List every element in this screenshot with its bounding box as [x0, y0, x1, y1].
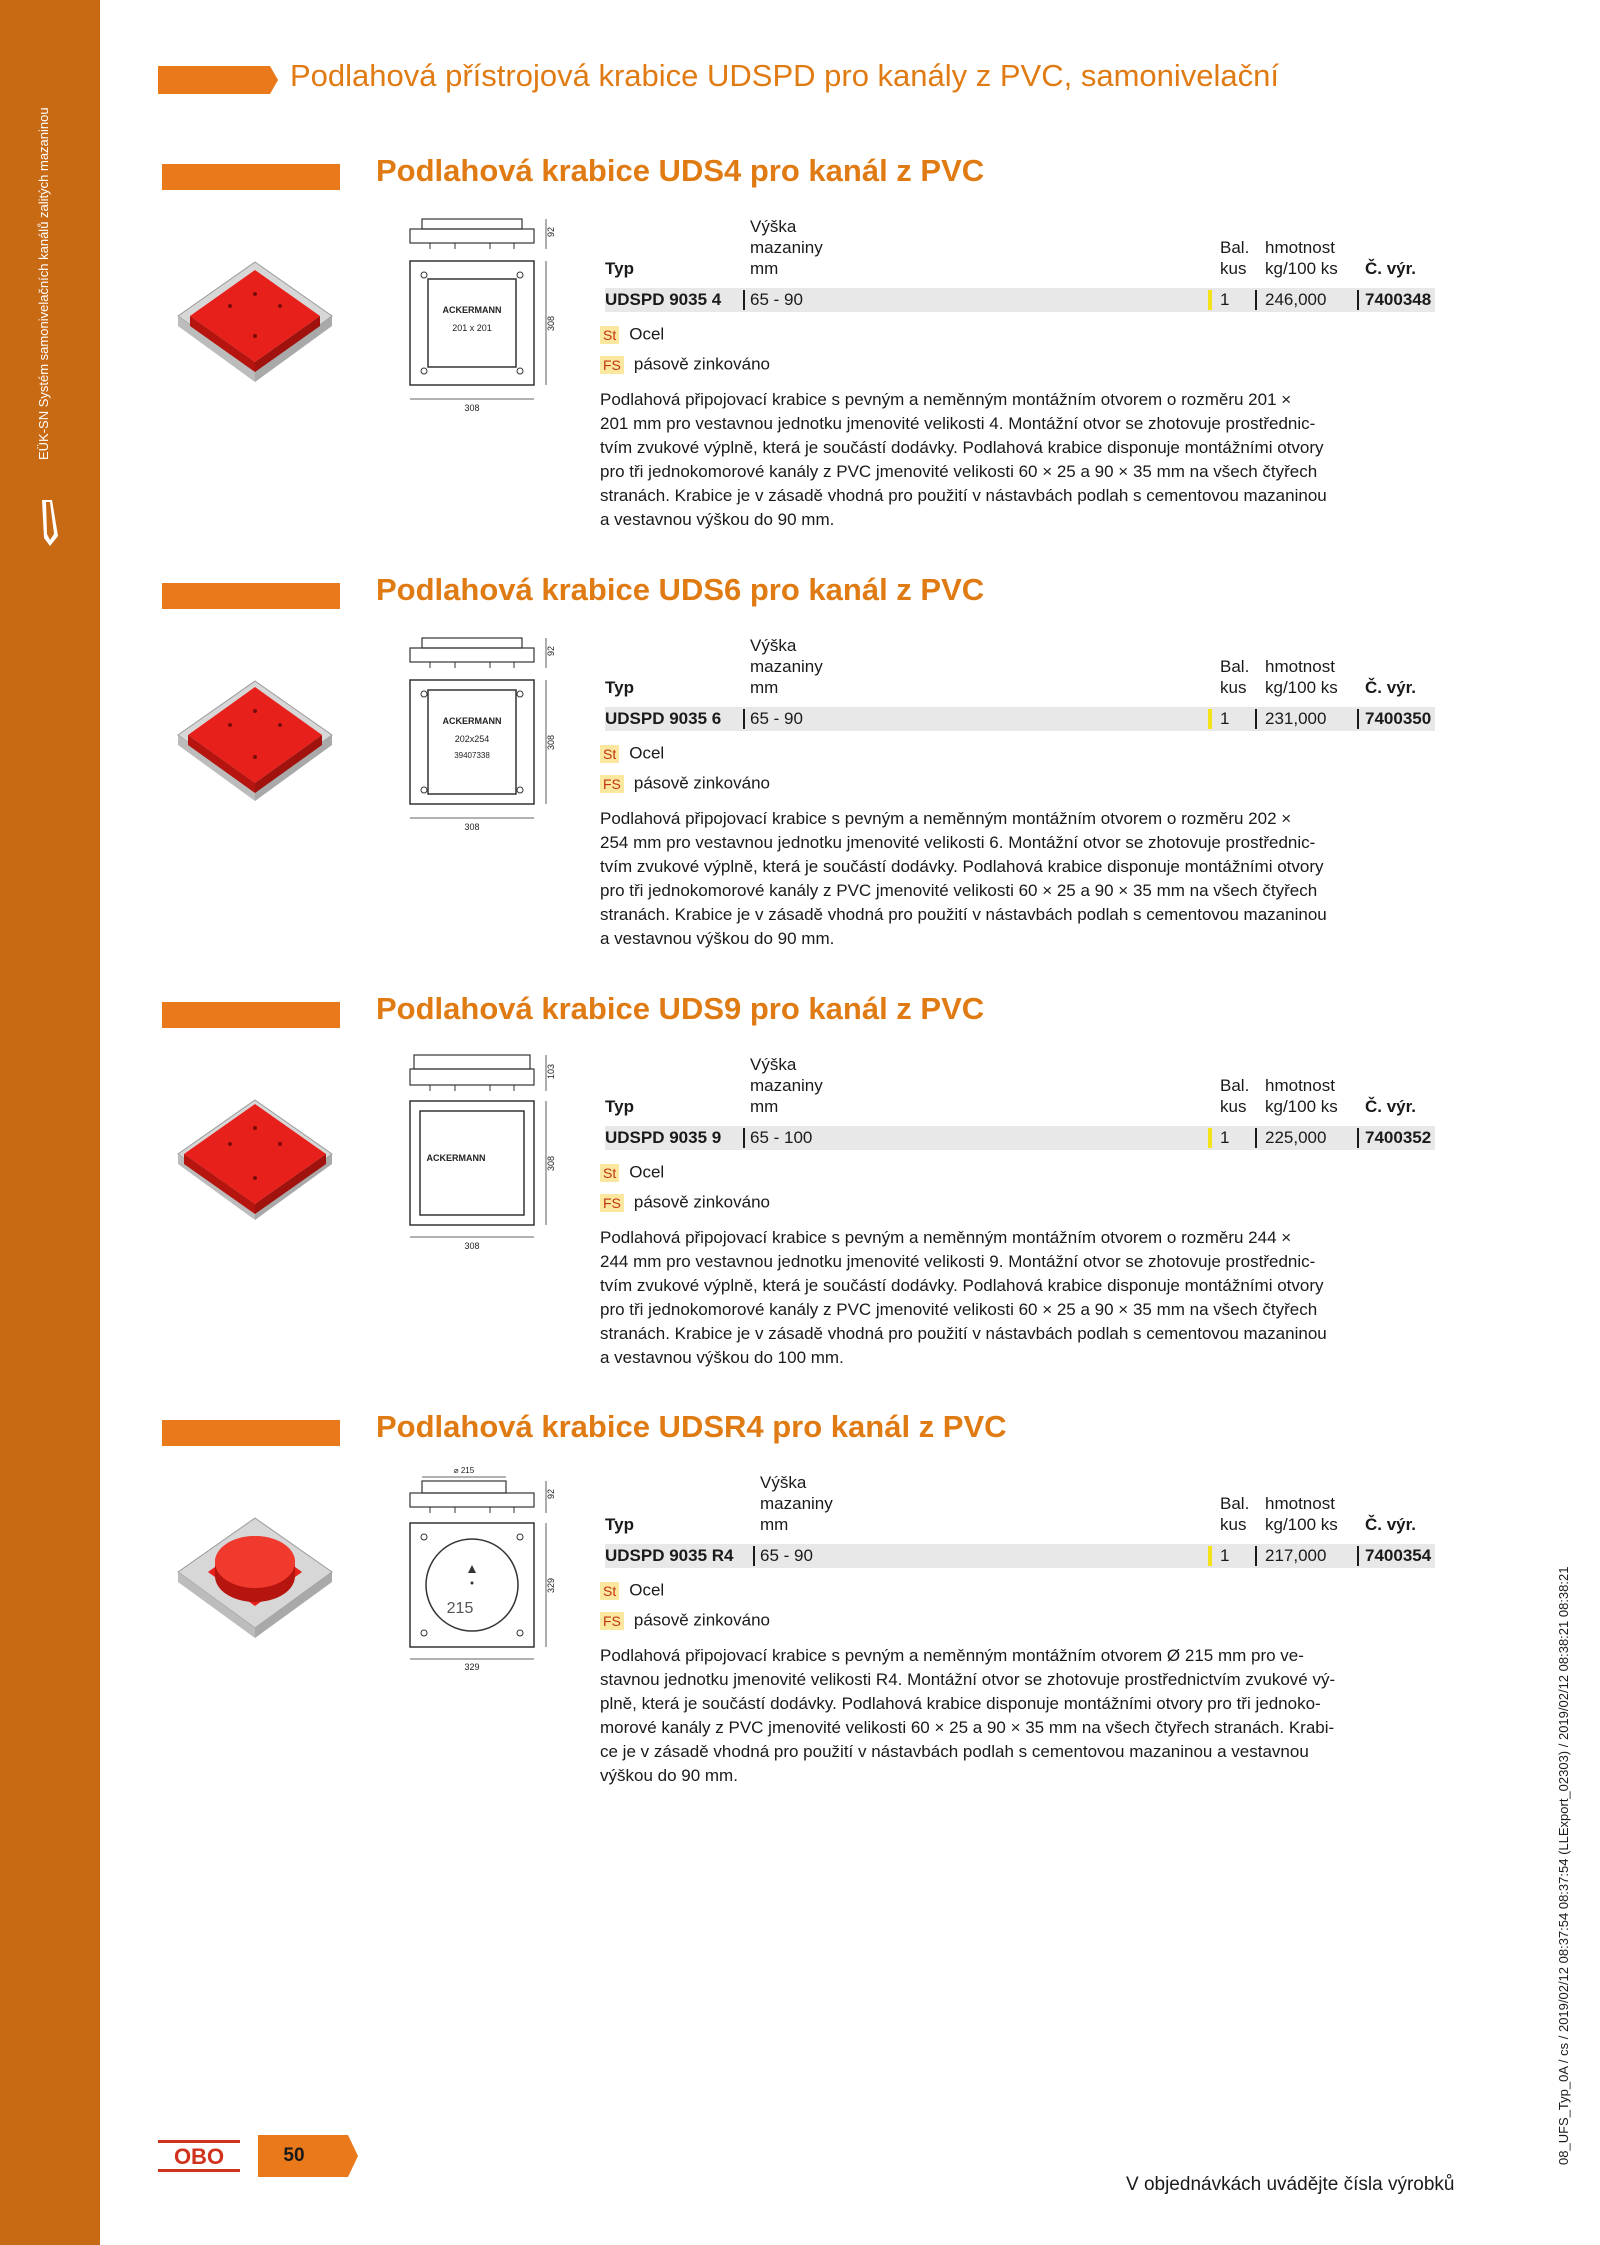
description-line: stranách. Krabice je v zásadě vhodná pro použití v nástavbách podlah s cementovou mazaninou	[600, 486, 1327, 505]
description-line: a vestavnou výškou do 90 mm.	[600, 510, 835, 529]
technical-drawing	[400, 209, 570, 417]
material-attr	[600, 324, 664, 345]
table-row	[605, 1126, 1435, 1150]
material-value: Ocel	[629, 1580, 665, 1600]
section-title: Podlahová krabice UDSR4 pro kanál z PVC	[376, 1409, 1007, 1444]
hdr-bal: Bal.	[1220, 1076, 1250, 1095]
steel-tag: St	[600, 745, 619, 763]
section-bar	[162, 583, 340, 609]
description-line: Podlahová připojovací krabice s pevným a neměnným montážním otvorem o rozměru 201 ×	[600, 390, 1292, 409]
cell-pack: 1	[1220, 709, 1230, 728]
hdr-bal-unit: kus	[1220, 1097, 1247, 1116]
material-value: Ocel	[629, 324, 665, 344]
description-line: Podlahová připojovací krabice s pevným a neměnným montážním otvorem Ø 215 mm pro ve-	[600, 1646, 1304, 1665]
product-section	[0, 153, 1600, 564]
description-line: tvím zvukové výplně, která je součástí dodávky. Podlahová krabice disponuje montážními otvory	[600, 438, 1324, 457]
hdr-weight: hmotnost	[1265, 1076, 1335, 1095]
dim-side: 308	[546, 315, 556, 331]
description-line: pro tři jednokomorové kanály z PVC jmenovité velikosti 60 × 25 a 90 × 35 mm na všech čtyřech	[600, 1300, 1318, 1319]
hdr-bal-unit: kus	[1220, 1515, 1247, 1534]
hdr-bal: Bal.	[1220, 238, 1250, 257]
hdr-height-2: mazaniny	[750, 238, 823, 257]
cell-weight: 246,000	[1265, 290, 1327, 309]
material-value: Ocel	[629, 1162, 665, 1182]
steel-tag: St	[600, 326, 619, 344]
dim-side: 308	[546, 1155, 556, 1171]
dim-side: 329	[546, 1577, 556, 1593]
finish-tag: FS	[600, 775, 624, 793]
material-attr	[600, 743, 664, 764]
product-table	[605, 1472, 1435, 1568]
cell-pack: 1	[1220, 290, 1230, 309]
hdr-height-1: Výška	[750, 217, 797, 236]
table-row	[605, 288, 1435, 312]
description-line: tvím zvukové výplně, která je součástí dodávky. Podlahová krabice disponuje montážními otvory	[600, 857, 1324, 876]
hdr-bal-unit: kus	[1220, 259, 1247, 278]
finish-value: pásově zinkováno	[633, 1192, 770, 1212]
product-description	[600, 388, 1440, 532]
finish-tag: FS	[600, 1612, 624, 1630]
steel-tag: St	[600, 1164, 619, 1182]
cell-height: 65 - 90	[760, 1546, 813, 1565]
drawing-opening: 215	[446, 1600, 474, 1617]
header-tab-marker	[158, 66, 278, 94]
description-line: 201 mm pro vestavnou jednotku jmenovité velikosti 4. Montážní otvor se zhotovuje prostřednic-	[600, 414, 1316, 433]
dim-bottom: 308	[464, 1241, 480, 1251]
description-line: Podlahová připojovací krabice s pevným a neměnným montážním otvorem o rozměru 202 ×	[600, 809, 1292, 828]
description-line: ce je v zásadě vhodná pro použití v nástavbách podlah s cementovou mazaninou a vestavnou	[600, 1742, 1309, 1761]
product-table	[605, 635, 1435, 731]
finish-attr	[600, 1192, 770, 1213]
cell-weight: 217,000	[1265, 1546, 1327, 1565]
product-table	[605, 216, 1435, 312]
product-description	[600, 1644, 1440, 1788]
description-line: stranách. Krabice je v zásadě vhodná pro použití v nástavbách podlah s cementovou mazaninou	[600, 1324, 1327, 1343]
hdr-weight-unit: kg/100 ks	[1265, 1097, 1338, 1116]
description-line: morové kanály z PVC jmenovité velikosti 60 × 25 a 90 × 35 mm na všech čtyřech stranách. Krabi-	[600, 1718, 1335, 1737]
hdr-height-unit: mm	[760, 1515, 789, 1534]
finish-value: pásově zinkováno	[633, 1610, 770, 1630]
description-line: tvím zvukové výplně, která je součástí dodávky. Podlahová krabice disponuje montážními otvory	[600, 1276, 1324, 1295]
dim-side: 308	[546, 734, 556, 750]
finish-value: pásově zinkováno	[633, 773, 770, 793]
cell-pack: 1	[1220, 1546, 1230, 1565]
dim-height: 92	[546, 645, 556, 656]
description-line: stranách. Krabice je v zásadě vhodná pro použití v nástavbách podlah s cementovou mazaninou	[600, 905, 1327, 924]
description-line: pro tři jednokomorové kanály z PVC jmenovité velikosti 60 × 25 a 90 × 35 mm na všech čtyřech	[600, 462, 1318, 481]
product-photo	[170, 1092, 340, 1232]
dim-top: ⌀ 215	[453, 1466, 475, 1475]
description-line: 244 mm pro vestavnou jednotku jmenovité velikosti 9. Montážní otvor se zhotovuje prostřednic-	[600, 1252, 1316, 1271]
cell-article: 7400354	[1365, 1546, 1432, 1565]
product-description	[600, 1226, 1440, 1370]
product-section	[0, 1409, 1600, 1820]
hdr-weight-unit: kg/100 ks	[1265, 259, 1338, 278]
drawing-opening: 202x254	[454, 734, 490, 744]
print-metadata: 08_UFS_Typ_0A / cs / 2019/02/12 08:37:54 08:37:54 (LLExport_02303) / 2019/02/12 08:38:21 08:38:21	[1556, 1566, 1571, 2165]
cell-pack: 1	[1220, 1128, 1230, 1147]
hdr-height-unit: mm	[750, 259, 779, 278]
cell-weight: 231,000	[1265, 709, 1327, 728]
cell-article: 7400350	[1365, 709, 1432, 728]
hdr-height-unit: mm	[750, 678, 779, 697]
cell-type: UDSPD 9035 9	[605, 1128, 722, 1147]
drawing-opening: 201 x 201	[452, 323, 492, 333]
dim-height: 92	[546, 226, 556, 237]
hdr-bal: Bal.	[1220, 657, 1250, 676]
hdr-height-1: Výška	[750, 636, 797, 655]
hdr-weight: hmotnost	[1265, 1494, 1335, 1513]
cell-article: 7400352	[1365, 1128, 1432, 1147]
hdr-typ: Typ	[605, 1515, 634, 1534]
page-number: 50	[283, 2145, 305, 2166]
hdr-bal-unit: kus	[1220, 678, 1247, 697]
cell-type: UDSPD 9035 R4	[605, 1546, 734, 1565]
dim-bottom: 308	[464, 822, 480, 832]
cell-article: 7400348	[1365, 290, 1432, 309]
hdr-weight: hmotnost	[1265, 238, 1335, 257]
svg-text:OBO: OBO	[173, 2144, 225, 2169]
description-line: a vestavnou výškou do 90 mm.	[600, 929, 835, 948]
finish-tag: FS	[600, 356, 624, 374]
hdr-bal: Bal.	[1220, 1494, 1250, 1513]
product-table	[605, 1054, 1435, 1150]
section-bar	[162, 164, 340, 190]
product-photo	[170, 673, 340, 813]
hdr-height-1: Výška	[760, 1473, 807, 1492]
hdr-weight-unit: kg/100 ks	[1265, 1515, 1338, 1534]
drawing-code: 39407338	[454, 751, 490, 760]
hdr-typ: Typ	[605, 259, 634, 278]
technical-drawing	[400, 1465, 570, 1673]
hdr-weight-unit: kg/100 ks	[1265, 678, 1338, 697]
product-section	[0, 991, 1600, 1402]
technical-drawing	[400, 1047, 570, 1255]
material-attr	[600, 1162, 664, 1183]
material-value: Ocel	[629, 743, 665, 763]
section-title: Podlahová krabice UDS6 pro kanál z PVC	[376, 572, 985, 607]
finish-attr	[600, 773, 770, 794]
cell-height: 65 - 100	[750, 1128, 813, 1147]
description-line: plně, která je součástí dodávky. Podlahová krabice disponuje montážními otvory pro tři jednoko-	[600, 1694, 1321, 1713]
technical-drawing	[400, 628, 570, 836]
footer-note: V objednávkách uvádějte čísla výrobků	[1126, 2174, 1455, 2195]
dim-height: 103	[546, 1063, 556, 1079]
cell-type: UDSPD 9035 4	[605, 290, 722, 309]
table-row	[605, 1544, 1435, 1568]
hdr-weight: hmotnost	[1265, 657, 1335, 676]
hdr-height-2: mazaniny	[750, 657, 823, 676]
product-photo	[170, 1510, 340, 1650]
sidebar-category-text: EÜK-SN Systém samonivelačních kanálů zalitých mazaninou	[36, 107, 51, 460]
material-attr	[600, 1580, 664, 1601]
dim-height: 92	[546, 1488, 556, 1499]
hdr-article: Č. výr.	[1365, 259, 1417, 278]
description-line: stavnou jednotku jmenovité velikosti R4. Montážní otvor se zhotovuje prostřednictvím zvukové vý-	[600, 1670, 1336, 1689]
finish-tag: FS	[600, 1194, 624, 1212]
page-title: Podlahová přístrojová krabice UDSPD pro kanály z PVC, samonivelační	[290, 58, 1280, 93]
cell-height: 65 - 90	[750, 709, 803, 728]
product-section	[0, 572, 1600, 983]
hdr-typ: Typ	[605, 1097, 634, 1116]
finish-value: pásově zinkováno	[633, 354, 770, 374]
dim-bottom: 308	[464, 403, 480, 413]
obo-logo	[158, 2140, 240, 2172]
drawing-brand: ACKERMANN	[442, 716, 502, 726]
section-bar	[162, 1420, 340, 1446]
table-row	[605, 707, 1435, 731]
cell-weight: 225,000	[1265, 1128, 1327, 1147]
hdr-height-2: mazaniny	[760, 1494, 833, 1513]
finish-attr	[600, 1610, 770, 1631]
hdr-article: Č. výr.	[1365, 1515, 1417, 1534]
steel-tag: St	[600, 1582, 619, 1600]
description-line: a vestavnou výškou do 100 mm.	[600, 1348, 844, 1367]
section-bar	[162, 1002, 340, 1028]
description-line: 254 mm pro vestavnou jednotku jmenovité velikosti 6. Montážní otvor se zhotovuje prostřednic-	[600, 833, 1316, 852]
hdr-height-2: mazaniny	[750, 1076, 823, 1095]
description-line: Podlahová připojovací krabice s pevným a neměnným montážním otvorem o rozměru 244 ×	[600, 1228, 1292, 1247]
hdr-typ: Typ	[605, 678, 634, 697]
description-line: pro tři jednokomorové kanály z PVC jmenovité velikosti 60 × 25 a 90 × 35 mm na všech čtyřech	[600, 881, 1318, 900]
drawing-brand: ACKERMANN	[442, 305, 502, 315]
description-line: výškou do 90 mm.	[600, 1766, 738, 1785]
finish-attr	[600, 354, 770, 375]
hdr-article: Č. výr.	[1365, 678, 1417, 697]
product-photo	[170, 254, 340, 394]
product-description	[600, 807, 1440, 951]
cell-type: UDSPD 9035 6	[605, 709, 722, 728]
drawing-brand: ACKERMANN	[426, 1153, 486, 1163]
section-title: Podlahová krabice UDS4 pro kanál z PVC	[376, 153, 985, 188]
hdr-height-1: Výška	[750, 1055, 797, 1074]
dim-bottom: 329	[464, 1662, 480, 1672]
hdr-height-unit: mm	[750, 1097, 779, 1116]
section-title: Podlahová krabice UDS9 pro kanál z PVC	[376, 991, 985, 1026]
hdr-article: Č. výr.	[1365, 1097, 1417, 1116]
cell-height: 65 - 90	[750, 290, 803, 309]
